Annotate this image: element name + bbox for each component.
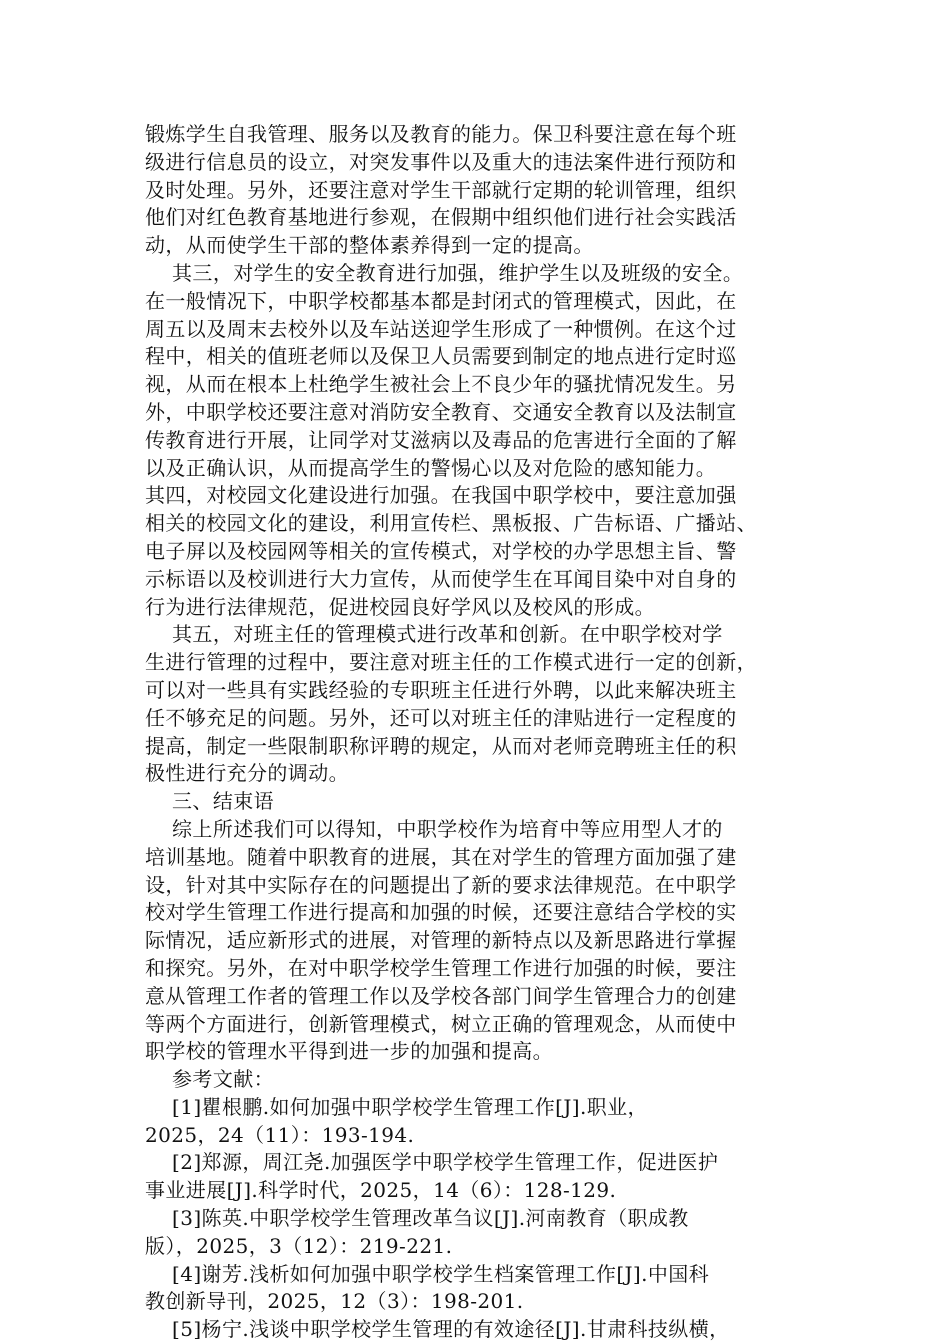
references-heading: 参考文献： bbox=[145, 1067, 275, 1092]
text-line: 周五以及周末去校外以及车站送迎学生形成了一种惯例。在这个过 bbox=[145, 316, 737, 341]
text-line: 等两个方面进行，创新管理模式，树立正确的管理观念，从而使中 bbox=[145, 1011, 737, 1036]
text-line: 锻炼学生自我管理、服务以及教育的能力。保卫科要注意在每个班 bbox=[145, 122, 737, 146]
reference-line: 版），2025，3（12）：219-221. bbox=[145, 1233, 453, 1258]
text-line: 际情况，适应新形式的进展，对管理的新特点以及新思路进行掌握 bbox=[145, 928, 737, 953]
section-heading: 三、结束语 bbox=[145, 789, 275, 814]
text-line: 他们对红色教育基地进行参观，在假期中组织他们进行社会实践活 bbox=[145, 205, 737, 230]
reference-line: 2025，24（11）：193-194. bbox=[145, 1122, 415, 1147]
text-line: 级进行信息员的设立，对突发事件以及重大的违法案件进行预防和 bbox=[145, 149, 737, 174]
text-line: 及时处理。另外，还要注意对学生干部就行定期的轮训管理，组织 bbox=[145, 177, 737, 202]
reference-line: 事业进展[J].科学时代，2025，14（6）：128-129. bbox=[145, 1178, 617, 1203]
text-line: 其五，对班主任的管理模式进行改革和创新。在中职学校对学 bbox=[145, 622, 723, 647]
text-line: 行为进行法律规范，促进校园良好学风以及校风的形成。 bbox=[145, 594, 655, 619]
text-line: 任不够充足的问题。另外，还可以对班主任的津贴进行一定程度的 bbox=[145, 705, 737, 730]
reference-line: 教创新导刊，2025，12（3）：198-201. bbox=[145, 1289, 524, 1314]
text-line: 和探究。另外，在对中职学校学生管理工作进行加强的时候，要注 bbox=[145, 955, 737, 980]
text-line: 其三，对学生的安全教育进行加强，维护学生以及班级的安全。 bbox=[145, 260, 744, 285]
text-line: 设，针对其中实际存在的问题提出了新的要求法律规范。在中职学 bbox=[145, 872, 737, 897]
text-line: 校对学生管理工作进行提高和加强的时候，还要注意结合学校的实 bbox=[145, 900, 737, 925]
reference-line: [2]郑源，周江尧.加强医学中职学校学生管理工作，促进医护 bbox=[145, 1150, 719, 1175]
text-line: 极性进行充分的调动。 bbox=[145, 761, 349, 786]
reference-line: [5]杨宁.浅谈中职学校学生管理的有效途径[J].甘肃科技纵横， bbox=[145, 1317, 730, 1342]
reference-line: [4]谢芳.浅析如何加强中职学校学生档案管理工作[J].中国科 bbox=[145, 1261, 710, 1286]
text-line: 意从管理工作者的管理工作以及学校各部门间学生管理合力的创建 bbox=[145, 983, 737, 1008]
body-text bbox=[145, 121, 815, 1344]
text-line: 传教育进行开展，让同学对艾滋病以及毒品的危害进行全面的了解 bbox=[145, 427, 737, 452]
text-line: 可以对一些具有实践经验的专职班主任进行外聘，以此来解决班主 bbox=[145, 677, 737, 702]
text-line: 外，中职学校还要注意对消防安全教育、交通安全教育以及法制宣 bbox=[145, 399, 737, 424]
text-line: 其四，对校园文化建设进行加强。在我国中职学校中，要注意加强 bbox=[145, 483, 737, 508]
text-line: 电子屏以及校园网等相关的宣传模式，对学校的办学思想主旨、警 bbox=[145, 538, 737, 563]
text-line: 程中，相关的值班老师以及保卫人员需要到制定的地点进行定时巡 bbox=[145, 344, 737, 369]
text-line: 以及正确认识，从而提高学生的警惕心以及对危险的感知能力。 bbox=[145, 455, 717, 480]
reference-line: [1]瞿根鹏.如何加强中职学校学生管理工作[J].职业， bbox=[145, 1094, 648, 1119]
text-line: 职学校的管理水平得到进一步的加强和提高。 bbox=[145, 1039, 553, 1064]
text-line: 提高，制定一些限制职称评聘的规定，从而对老师竞聘班主任的积 bbox=[145, 733, 737, 758]
text-line: 综上所述我们可以得知，中职学校作为培育中等应用型人才的 bbox=[145, 816, 723, 841]
text-line: 培训基地。随着中职教育的进展，其在对学生的管理方面加强了建 bbox=[145, 844, 737, 869]
text-line: 相关的校园文化的建设，利用宣传栏、黑板报、广告标语、广播站、 bbox=[145, 511, 757, 536]
text-line: 视，从而在根本上杜绝学生被社会上不良少年的骚扰情况发生。另 bbox=[145, 372, 737, 397]
reference-line: [3]陈英.中职学校学生管理改革刍议[J].河南教育（职成教 bbox=[145, 1206, 689, 1231]
text-line: 动，从而使学生干部的整体素养得到一定的提高。 bbox=[145, 233, 594, 258]
text-line: 生进行管理的过程中，要注意对班主任的工作模式进行一定的创新， bbox=[145, 650, 757, 675]
text-line: 在一般情况下，中职学校都基本都是封闭式的管理模式，因此，在 bbox=[145, 288, 737, 313]
text-line: 示标语以及校训进行大力宣传，从而使学生在耳闻目染中对自身的 bbox=[145, 566, 737, 591]
